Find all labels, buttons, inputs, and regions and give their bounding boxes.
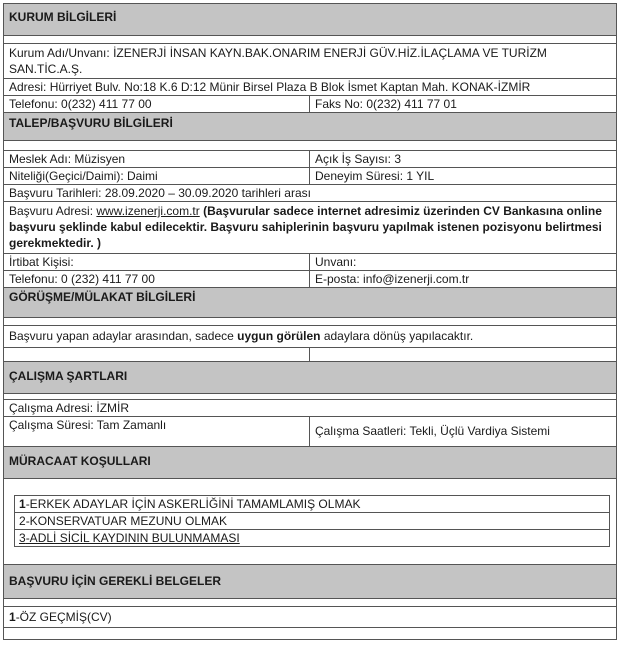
kurum-address-label: Adresi: (9, 80, 47, 94)
kurum-address-row (3, 79, 617, 96)
talep-irtibat-row (3, 254, 617, 271)
nitelik: Niteliği(Geçici/Daimi): Daimi (9, 169, 158, 183)
basvuru-adresi-label: Başvuru Adresi: (9, 204, 94, 218)
kurum-name-row (3, 44, 617, 79)
calisma-adres-row (3, 400, 617, 417)
gorusme-empty-row (3, 348, 617, 362)
kurum-header-text: KURUM BİLGİLERİ (9, 10, 117, 24)
spacer-row (3, 553, 617, 565)
kurum-fax: Faks No: 0(232) 411 77 01 (309, 96, 616, 112)
job-posting-document (3, 3, 617, 640)
belgeler-header-text: BAŞVURU İÇİN GEREKLİ BELGELER (9, 574, 222, 588)
section-header-kurum (3, 3, 617, 36)
gorusme-text-after: adaylara dönüş yapılacaktır. (320, 329, 474, 343)
section-header-gorusme (3, 288, 617, 318)
kurum-address-value: Hürriyet Bulv. No:18 K.6 D:12 Münir Birsel Plaza B Blok İsmet Kaptan Mah. KONAK-İZMİR (49, 80, 531, 94)
section-header-muracaat (3, 447, 617, 479)
acik-is-sayisi: Açık İş Sayısı: 3 (309, 151, 616, 167)
calisma-header-text: ÇALIŞMA ŞARTLARI (9, 369, 128, 383)
muracaat-conditions-box (14, 495, 610, 547)
belge-item: 1-ÖZ GEÇMİŞ(CV) (9, 610, 112, 624)
talep-eposta: E-posta: info@izenerji.com.tr (309, 271, 616, 287)
muracaat-list-area (3, 495, 617, 553)
spacer-row (3, 599, 617, 607)
condition-item: 2-KONSERVATUAR MEZUNU OLMAK (15, 512, 609, 529)
gorusme-header-text: GÖRÜŞME/MÜLAKAT BİLGİLERİ (9, 290, 196, 304)
spacer-row (3, 141, 617, 151)
talep-nitelik-row (3, 168, 617, 185)
talep-tarih-row (3, 185, 617, 202)
belgeler-empty-row (3, 628, 617, 640)
basvuru-tarihleri: Başvuru Tarihleri: 28.09.2020 – 30.09.2020 tarihleri arası (9, 186, 311, 200)
spacer-row (3, 318, 617, 326)
talep-telefon: Telefonu: 0 (232) 411 77 00 (9, 272, 155, 286)
talep-adres-row (3, 202, 617, 254)
meslek-adi: Meslek Adı: Müzisyen (9, 152, 126, 166)
unvani: Unvanı: (309, 254, 616, 270)
basvuru-adresi-note: (Başvurular sadece internet adresimiz üzerinden CV Bankasına online başvuru şeklinde kabul edilecektir. Başvuru sahiplerinin başvuru yapılmak istenen pozisyonu belirtmesi gerekmektedir. ) (9, 204, 602, 250)
talep-meslek-row (3, 151, 617, 168)
basvuru-adresi-link[interactable]: www.izenerji.com.tr (96, 204, 200, 218)
calisma-saatleri: Çalışma Saatleri: Tekli, Üçlü Vardiya Sistemi (309, 417, 616, 446)
kurum-contact-row (3, 96, 617, 113)
kurum-phone: Telefonu: 0(232) 411 77 00 (9, 97, 152, 111)
gorusme-text-before: Başvuru yapan adaylar arasından, sadece (9, 329, 238, 343)
kurum-name-value: İZENERJİ İNSAN KAYN.BAK.ONARIM ENERJİ GÜV.HİZ.İLAÇLAMA VE TURİZM SAN.TİC.A.Ş. (9, 46, 547, 76)
talep-telefon-row (3, 271, 617, 288)
talep-header-text: TALEP/BAŞVURU BİLGİLERİ (9, 116, 173, 130)
belgeler-item-row (3, 607, 617, 628)
section-header-calisma (3, 362, 617, 394)
deneyim-suresi: Deneyim Süresi: 1 YIL (309, 168, 616, 184)
gorusme-text-bold: uygun görülen (237, 329, 321, 343)
spacer-row (3, 479, 617, 495)
calisma-sure-row (3, 417, 617, 447)
spacer-row (3, 36, 617, 44)
calisma-suresi: Çalışma Süresi: Tam Zamanlı (9, 418, 167, 432)
gorusme-text-row (3, 326, 617, 348)
condition-item: 3-ADLİ SİCİL KAYDININ BULUNMAMASI (15, 529, 609, 546)
irtibat-kisisi: İrtibat Kişisi: (9, 255, 74, 269)
section-header-belgeler (3, 565, 617, 599)
kurum-name-label: Kurum Adı/Unvanı: (9, 46, 110, 60)
muracaat-header-text: MÜRACAAT KOŞULLARI (9, 454, 151, 468)
condition-item: 1-ERKEK ADAYLAR İÇİN ASKERLİĞİNİ TAMAMLAMIŞ OLMAK (19, 497, 361, 511)
calisma-adresi: Çalışma Adresi: İZMİR (9, 401, 130, 415)
section-header-talep (3, 113, 617, 141)
